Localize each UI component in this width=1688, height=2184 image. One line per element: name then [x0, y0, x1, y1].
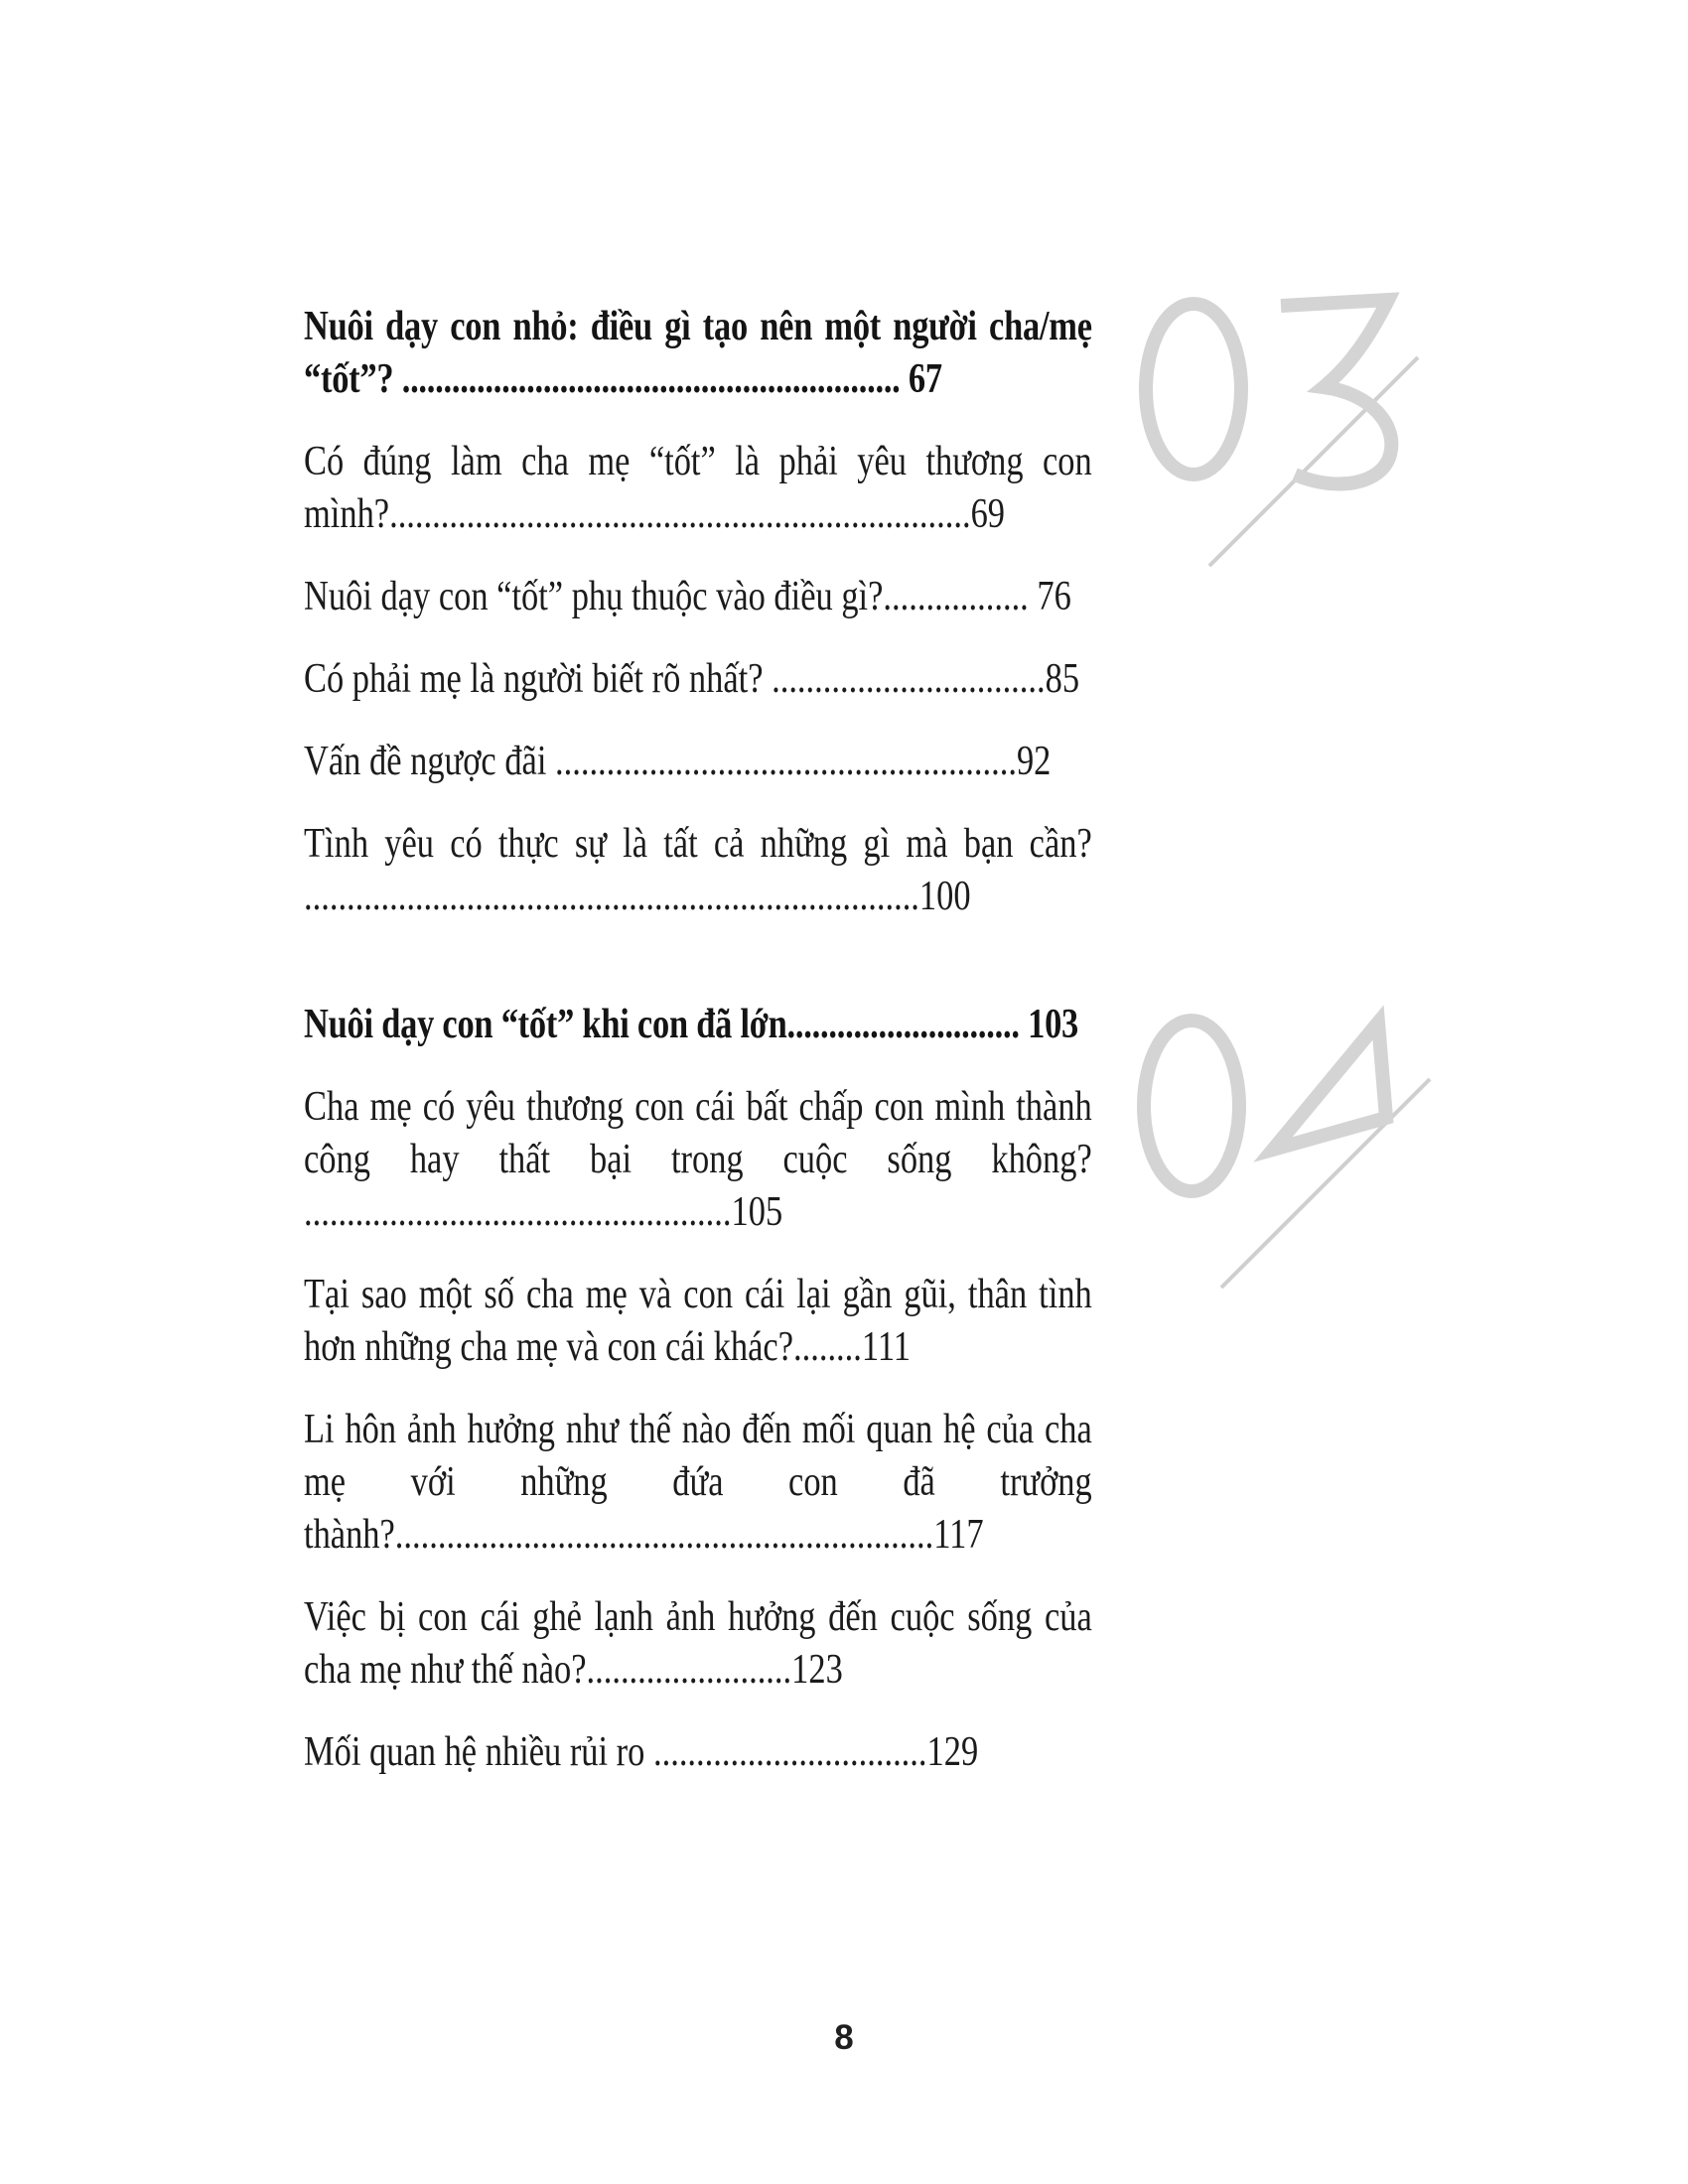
page-footer [0, 2017, 1688, 2059]
toc-entry [304, 1591, 1092, 1697]
digit-four-outline [1273, 1023, 1386, 1150]
dot-leader: ................................ [772, 656, 1046, 702]
toc-entry [304, 571, 1092, 623]
entry-text: Tại sao một số cha mẹ và con cái lại gần gũi, thân tình hơn những cha mẹ và con cái khác? [304, 1272, 1092, 1370]
entry-page-number: 85 [1045, 656, 1080, 702]
dot-leader: ................................ [652, 1729, 927, 1775]
toc-entry [304, 818, 1092, 923]
dot-leader: ................. [883, 574, 1029, 619]
chapter-3-heading [304, 301, 1092, 406]
toc-entry [304, 653, 1092, 706]
dot-leader: .................................................. [304, 1189, 732, 1235]
entry-text: Li hôn ảnh hưởng như thế nào đến mối quan hệ của cha mẹ với những đứa con đã trưởng thành? [304, 1407, 1092, 1558]
digit-zero-outline [1144, 1021, 1239, 1191]
entry-page-number: 111 [861, 1324, 912, 1370]
dot-leader: ............................ [786, 1002, 1020, 1047]
entry-page-number: 100 [918, 874, 971, 919]
dot-leader: ............................................................... [394, 1512, 934, 1558]
digit-zero-outline [1146, 304, 1241, 475]
toc-entry [304, 736, 1092, 788]
toc-entry [304, 436, 1092, 541]
diagonal-slash [1221, 1079, 1430, 1288]
heading-text: Nuôi dạy con “tốt” khi con đã lớn [304, 1002, 787, 1047]
entry-page-number: 105 [731, 1189, 783, 1235]
entry-text: Có đúng làm cha mẹ “tốt” là phải yêu thương con mình? [304, 439, 1092, 537]
dot-leader: ...................................................... [555, 739, 1017, 784]
entry-page-number: 123 [791, 1647, 843, 1693]
entry-page-number: 117 [933, 1512, 984, 1558]
chapter-04-numeral-graphic [1128, 1007, 1436, 1304]
dot-leader: ........................................................................ [304, 874, 919, 919]
entry-text: Cha mẹ có yêu thương con cái bất chấp con mình thành công hay thất bại trong cuộc sống không? [304, 1084, 1092, 1182]
chapter-03-numeral-graphic [1128, 294, 1436, 592]
entry-page-number: 92 [1016, 739, 1052, 784]
dot-leader: ........ [793, 1324, 862, 1370]
toc-section-chapter-3 [304, 301, 1092, 923]
footer-page-number: 8 [834, 2018, 854, 2057]
toc-entry [304, 1269, 1092, 1374]
dot-leader: .................................................................... [389, 491, 971, 537]
entry-text: Vấn đề ngược đãi [304, 739, 556, 784]
heading-text: Nuôi dạy con nhỏ: điều gì tạo nên một người cha/mẹ “tốt”? [304, 304, 1092, 402]
digit-three-outline [1281, 300, 1391, 484]
entry-text: Tình yêu có thực sự là tất cả những gì mà bạn cần? [304, 821, 1092, 867]
entry-page-number: 69 [970, 491, 1006, 537]
heading-page-number: 103 [1019, 1002, 1079, 1047]
heading-page-number: 67 [900, 356, 942, 402]
chapter-04-numeral [1128, 1007, 1436, 1314]
toc-entry [304, 1726, 1092, 1779]
toc-entry [304, 1404, 1092, 1562]
dot-leader: ........................ [586, 1647, 792, 1693]
entry-text: Nuôi dạy con “tốt” phụ thuộc vào điều gì? [304, 574, 884, 619]
entry-text: Việc bị con cái ghẻ lạnh ảnh hưởng đến cuộc sống của cha mẹ như thế nào? [304, 1594, 1092, 1693]
dot-leader: ............................................................ [401, 356, 901, 402]
toc-entry [304, 1081, 1092, 1239]
chapter-03-numeral [1128, 294, 1436, 602]
entry-text: Có phải mẹ là người biết rõ nhất? [304, 656, 773, 702]
entry-page-number: 76 [1028, 574, 1071, 619]
entry-page-number: 129 [926, 1729, 979, 1775]
table-of-contents [304, 301, 1092, 1809]
toc-section-chapter-4 [304, 999, 1092, 1779]
entry-text: Mối quan hệ nhiều rủi ro [304, 1729, 653, 1775]
chapter-4-heading [304, 999, 1092, 1051]
